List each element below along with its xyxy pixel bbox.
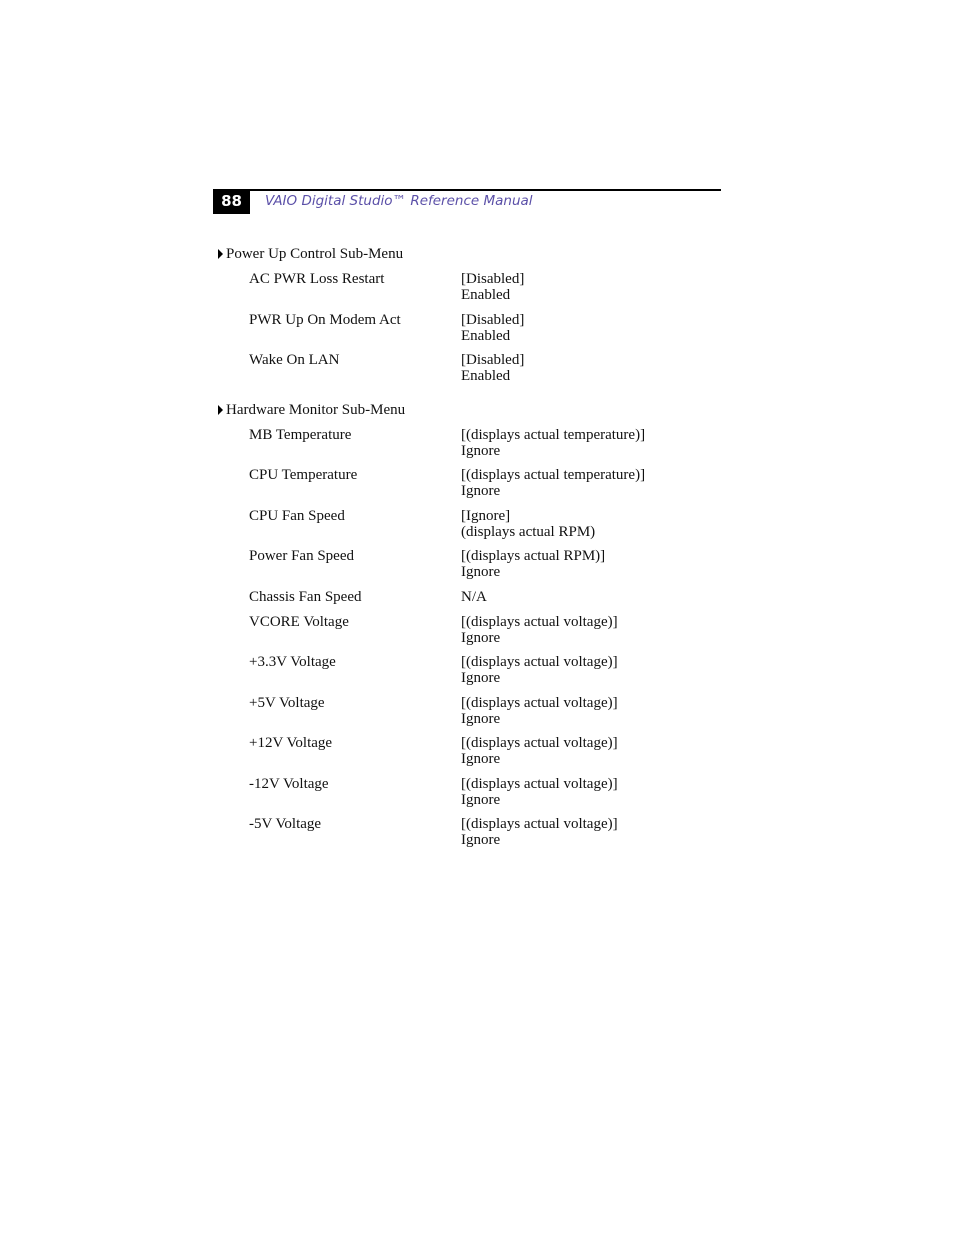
- setting-value: Ignore: [461, 751, 501, 767]
- setting-value: Ignore: [461, 710, 501, 727]
- setting-value: [(displays actual voltage)]: [461, 613, 618, 630]
- setting-values: [461, 614, 618, 646]
- setting-value: [(displays actual temperature)]: [461, 467, 646, 483]
- arrow-right-icon: [218, 249, 223, 259]
- setting-label: Wake On LAN: [249, 352, 340, 368]
- setting-value: [(displays actual voltage)]: [461, 775, 618, 792]
- running-title: VAIO Digital Studio™ Reference Manual: [265, 193, 533, 209]
- setting-row: [216, 427, 736, 468]
- setting-row: [216, 816, 736, 857]
- setting-values: [461, 589, 487, 605]
- setting-value: [(displays actual RPM)]: [461, 548, 606, 564]
- section-heading-text: Power Up Control Sub-Menu: [226, 246, 404, 262]
- setting-row: [216, 776, 736, 817]
- section-heading: [216, 245, 736, 263]
- setting-label: MB Temperature: [249, 426, 352, 443]
- setting-label: +5V Voltage: [249, 694, 325, 711]
- setting-values: [461, 816, 618, 848]
- setting-value: Ignore: [461, 564, 501, 580]
- setting-row: [216, 312, 736, 353]
- setting-value: [(displays actual voltage)]: [461, 654, 618, 670]
- setting-label: -5V Voltage: [249, 816, 322, 832]
- setting-value: Enabled: [461, 368, 511, 384]
- setting-label: -12V Voltage: [249, 775, 329, 792]
- setting-row: [216, 589, 736, 614]
- setting-values: [461, 695, 618, 727]
- setting-values: [461, 548, 605, 580]
- setting-row: [216, 352, 736, 393]
- setting-row: [216, 467, 736, 508]
- setting-value: Ignore: [461, 442, 501, 459]
- setting-label: Chassis Fan Speed: [249, 588, 362, 605]
- setting-list: [216, 427, 736, 857]
- setting-values: [461, 427, 645, 459]
- setting-label: CPU Fan Speed: [249, 507, 345, 524]
- setting-label: +3.3V Voltage: [249, 654, 336, 670]
- setting-row: [216, 614, 736, 655]
- setting-label: PWR Up On Modem Act: [249, 311, 401, 328]
- setting-label: +12V Voltage: [249, 735, 333, 751]
- setting-row: [216, 271, 736, 312]
- header-rule: [213, 189, 721, 191]
- setting-values: [461, 654, 618, 686]
- setting-value: Ignore: [461, 670, 501, 686]
- setting-row: [216, 654, 736, 695]
- setting-values: [461, 776, 618, 808]
- setting-value: Ignore: [461, 791, 501, 808]
- setting-value: [(displays actual voltage)]: [461, 816, 618, 832]
- section-heading: [216, 401, 736, 419]
- setting-row: [216, 735, 736, 776]
- hardware-monitor-section: [216, 401, 736, 857]
- setting-values: [461, 312, 524, 344]
- setting-label: CPU Temperature: [249, 467, 358, 483]
- setting-value: N/A: [461, 588, 487, 605]
- setting-value: [Ignore]: [461, 507, 511, 524]
- setting-value: Enabled: [461, 327, 511, 344]
- setting-value: [Disabled]: [461, 311, 525, 328]
- setting-value: Ignore: [461, 832, 501, 848]
- setting-row: [216, 548, 736, 589]
- setting-list: [216, 271, 736, 393]
- setting-value: Ignore: [461, 483, 501, 499]
- power-up-control-section: [216, 245, 736, 393]
- setting-values: [461, 271, 524, 303]
- setting-label: VCORE Voltage: [249, 613, 349, 630]
- setting-values: [461, 352, 524, 384]
- setting-values: [461, 735, 618, 767]
- setting-values: [461, 508, 595, 540]
- setting-value: [(displays actual temperature)]: [461, 426, 646, 443]
- setting-values: [461, 467, 645, 499]
- setting-value: [Disabled]: [461, 271, 525, 287]
- setting-value: (displays actual RPM): [461, 523, 596, 540]
- setting-value: Ignore: [461, 629, 501, 646]
- document-body: [216, 245, 736, 865]
- page-number: 88: [213, 189, 250, 214]
- section-heading-text: Hardware Monitor Sub-Menu: [226, 401, 406, 418]
- arrow-right-icon: [218, 405, 223, 415]
- setting-value: Enabled: [461, 287, 511, 303]
- setting-label: AC PWR Loss Restart: [249, 271, 385, 287]
- setting-row: [216, 508, 736, 549]
- setting-label: Power Fan Speed: [249, 548, 354, 564]
- setting-value: [(displays actual voltage)]: [461, 694, 618, 711]
- setting-value: [(displays actual voltage)]: [461, 735, 618, 751]
- setting-row: [216, 695, 736, 736]
- setting-value: [Disabled]: [461, 352, 525, 368]
